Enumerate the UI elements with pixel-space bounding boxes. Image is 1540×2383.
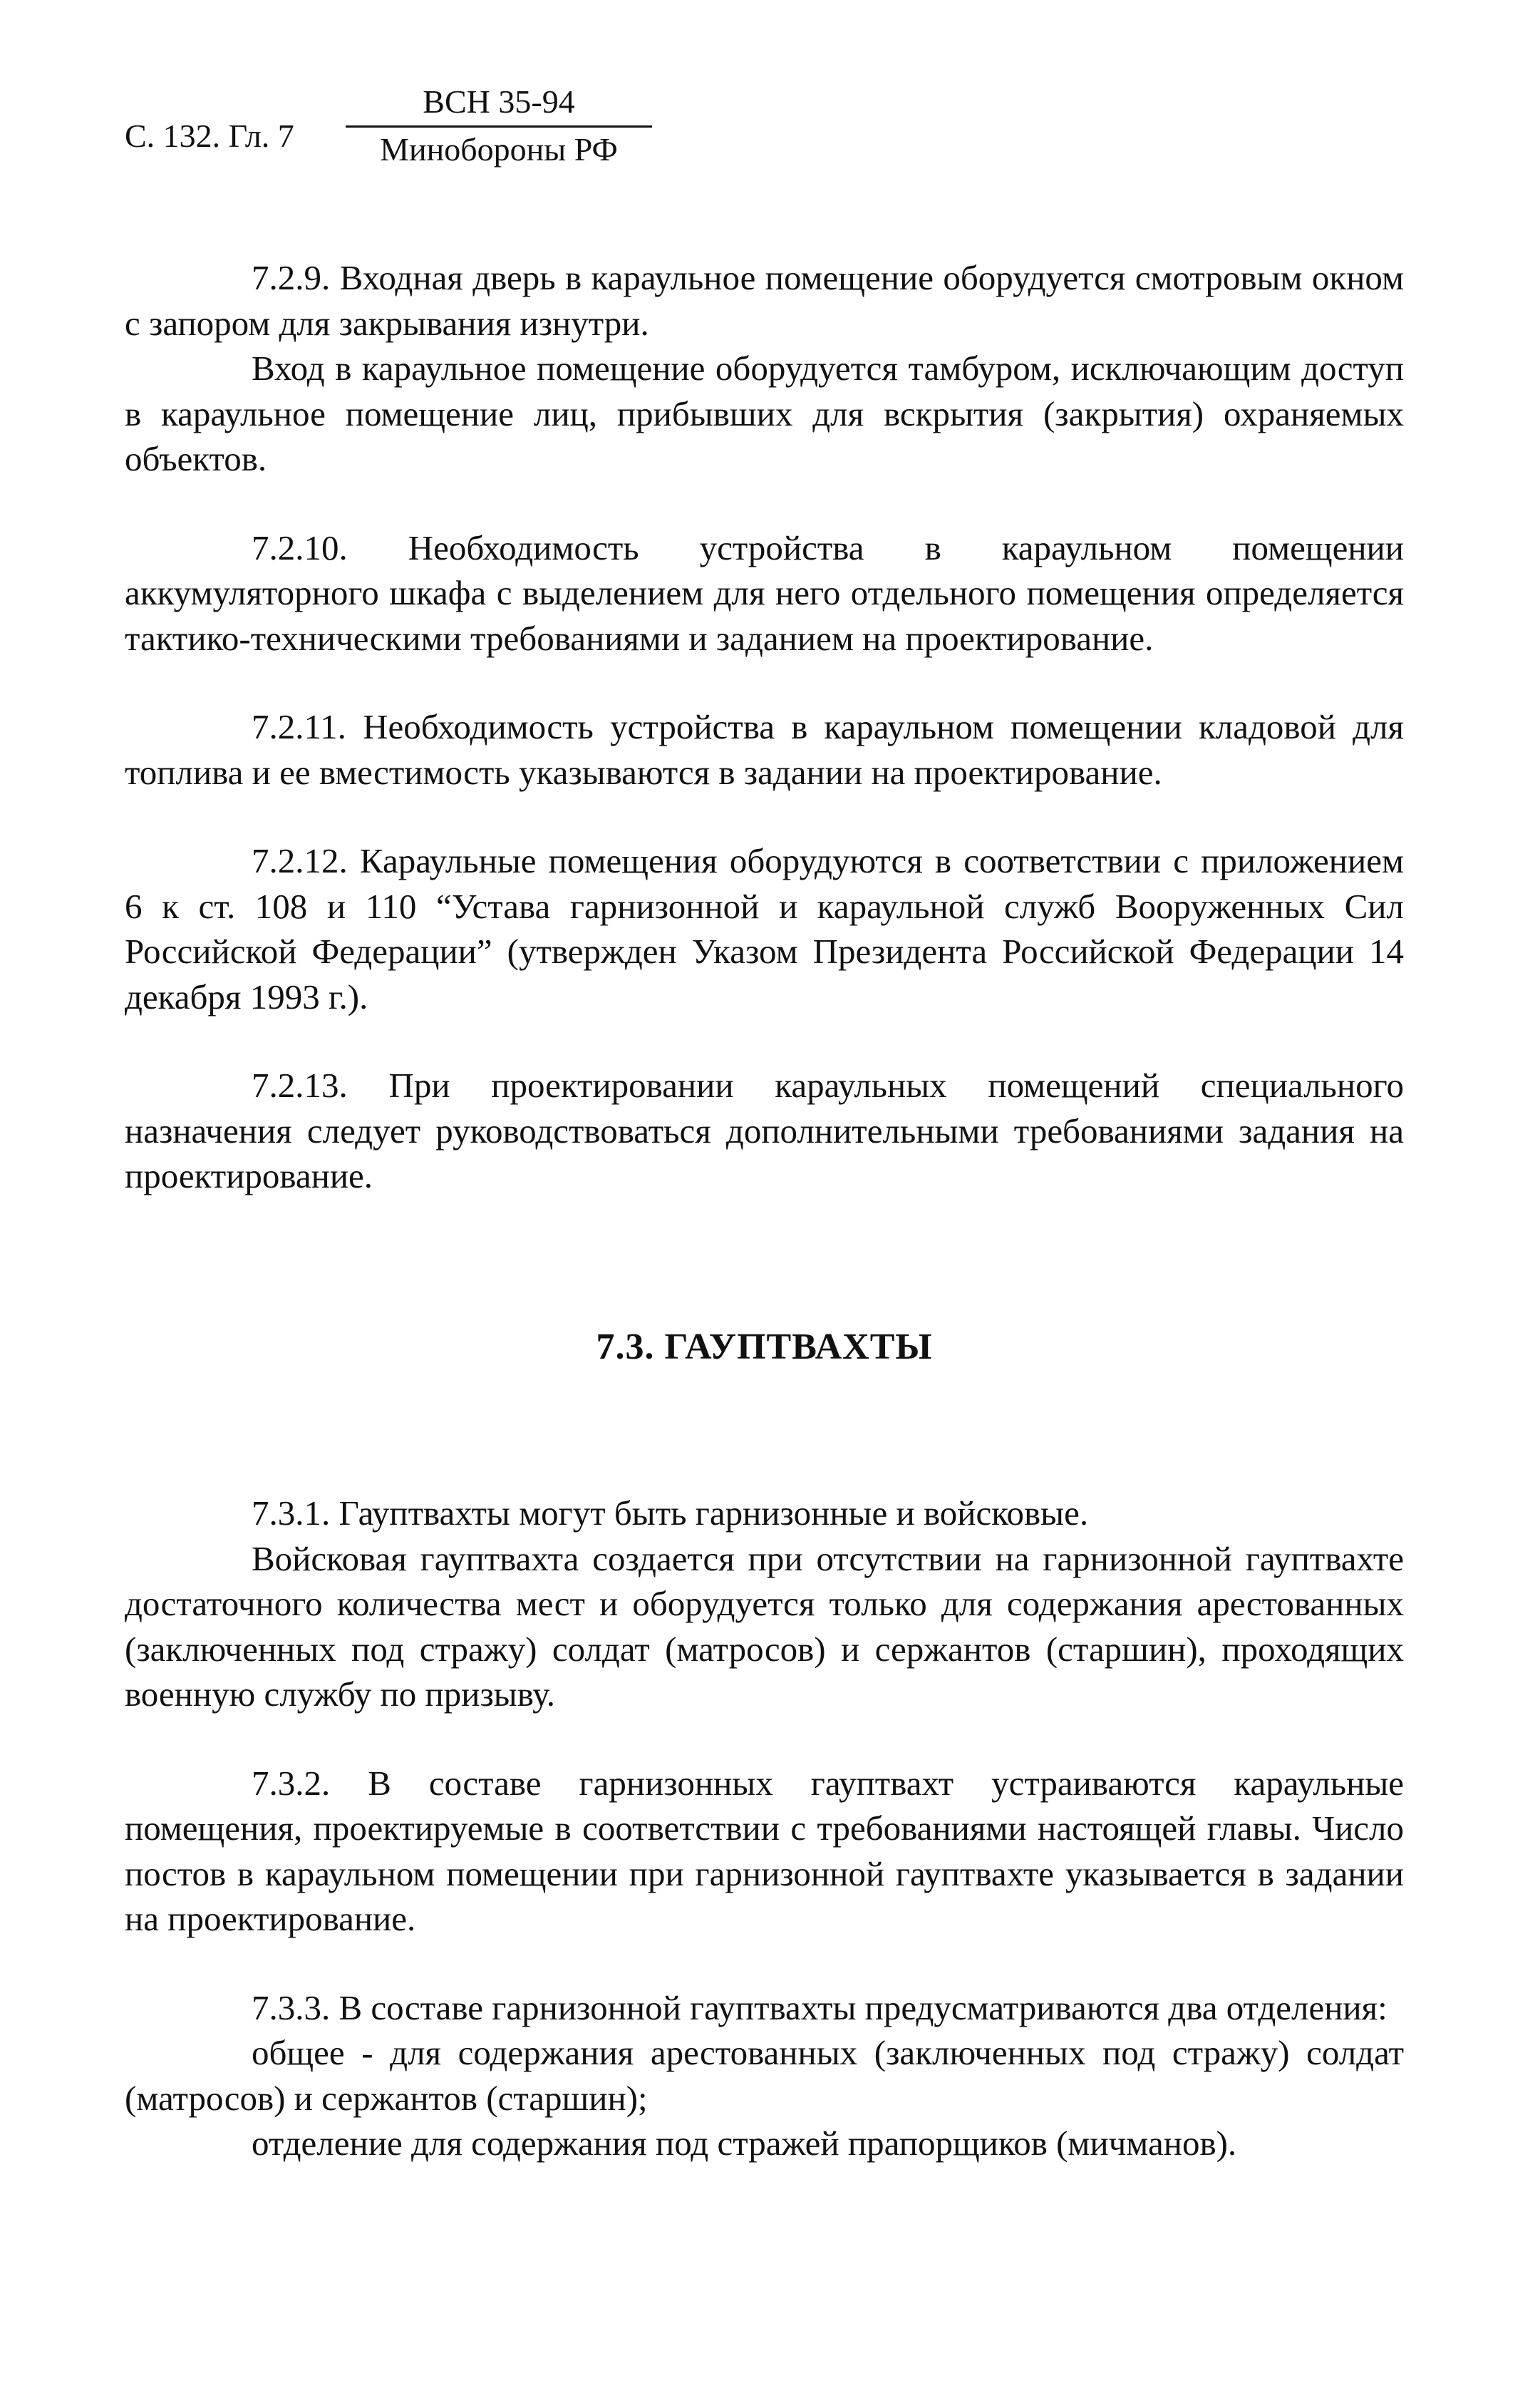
paragraph-7-2-11: 7.2.11. Необходимость устройства в караульном помещении кладовой для топлива и ее вместимость указываются в задании на проектирование. xyxy=(125,707,1404,792)
document-designation xyxy=(346,83,652,168)
issuing-organization: Минобороны РФ xyxy=(380,131,618,168)
paragraph-7-3-1-continued: Войсковая гауптвахта создается при отсутствии на гарнизонной гауптвахте достаточного количества мест и оборудуется только для содержания арестованных (заключенных под стражу) солдат (матросов) и сержантов (старшин), проходящих военную службу по призыву. xyxy=(125,1538,1404,1714)
paragraph-7-2-9-continued: Вход в караульное помещение оборудуется тамбуром, исключающим доступ в караульное помещение лиц, прибывших для вскрытия (закрытия) охраняемых объектов. xyxy=(125,349,1404,478)
list-item-warrant-officers-department: отделение для содержания под стражей прапорщиков (мичманов). xyxy=(252,2124,1237,2163)
section-title-7-3: 7.3. ГАУПТВАХТЫ xyxy=(596,1326,933,1367)
paragraph-7-2-12: 7.2.12. Караульные помещения оборудуются в соответствии с приложением 6 к ст. 108 и 110 “Устава гарнизонной и караульной служб Вооруженных Сил Российской Федерации” (утвержден Указом Президента Российской Федерации 14 декабря 1993 г.). xyxy=(125,841,1404,1016)
body-text xyxy=(125,255,1404,2166)
list-item-general-department: общее - для содержания арестованных (заключенных под стражу) солдат (матросов) и сержантов (старшин); xyxy=(125,2033,1404,2118)
paragraph-7-3-3: 7.3.3. В составе гарнизонной гауптвахты предусматриваются два отделения: xyxy=(252,1987,1387,2027)
paragraph-7-2-9: 7.2.9. Входная дверь в караульное помещение оборудуется смотровым окном с запором для закрывания изнутри. xyxy=(125,258,1404,343)
paragraph-7-2-13: 7.2.13. При проектировании караульных помещений специального назначения следует руководствоваться дополнительными требованиями задания на проектирование. xyxy=(125,1066,1404,1195)
paragraph-7-2-10: 7.2.10. Необходимость устройства в караульном помещении аккумуляторного шкафа с выделением для него отдельного помещения определяется тактико-техническими требованиями и заданием на проектирование. xyxy=(125,527,1404,658)
paragraph-7-3-1: 7.3.1. Гауптвахты могут быть гарнизонные и войсковые. xyxy=(252,1493,1089,1533)
running-header xyxy=(125,71,666,178)
document-code: ВСН 35-94 xyxy=(346,86,652,128)
paragraph-7-3-2: 7.3.2. В составе гарнизонных гауптвахт устраиваются караульные помещения, проектируемые в соответствии с требованиями настоящей главы. Число постов в караульном помещении при гарнизонной гауптвахте указывается в задании на проектирование. xyxy=(125,1763,1404,1938)
page-reference: С. 132. Гл. 7 xyxy=(125,118,294,154)
